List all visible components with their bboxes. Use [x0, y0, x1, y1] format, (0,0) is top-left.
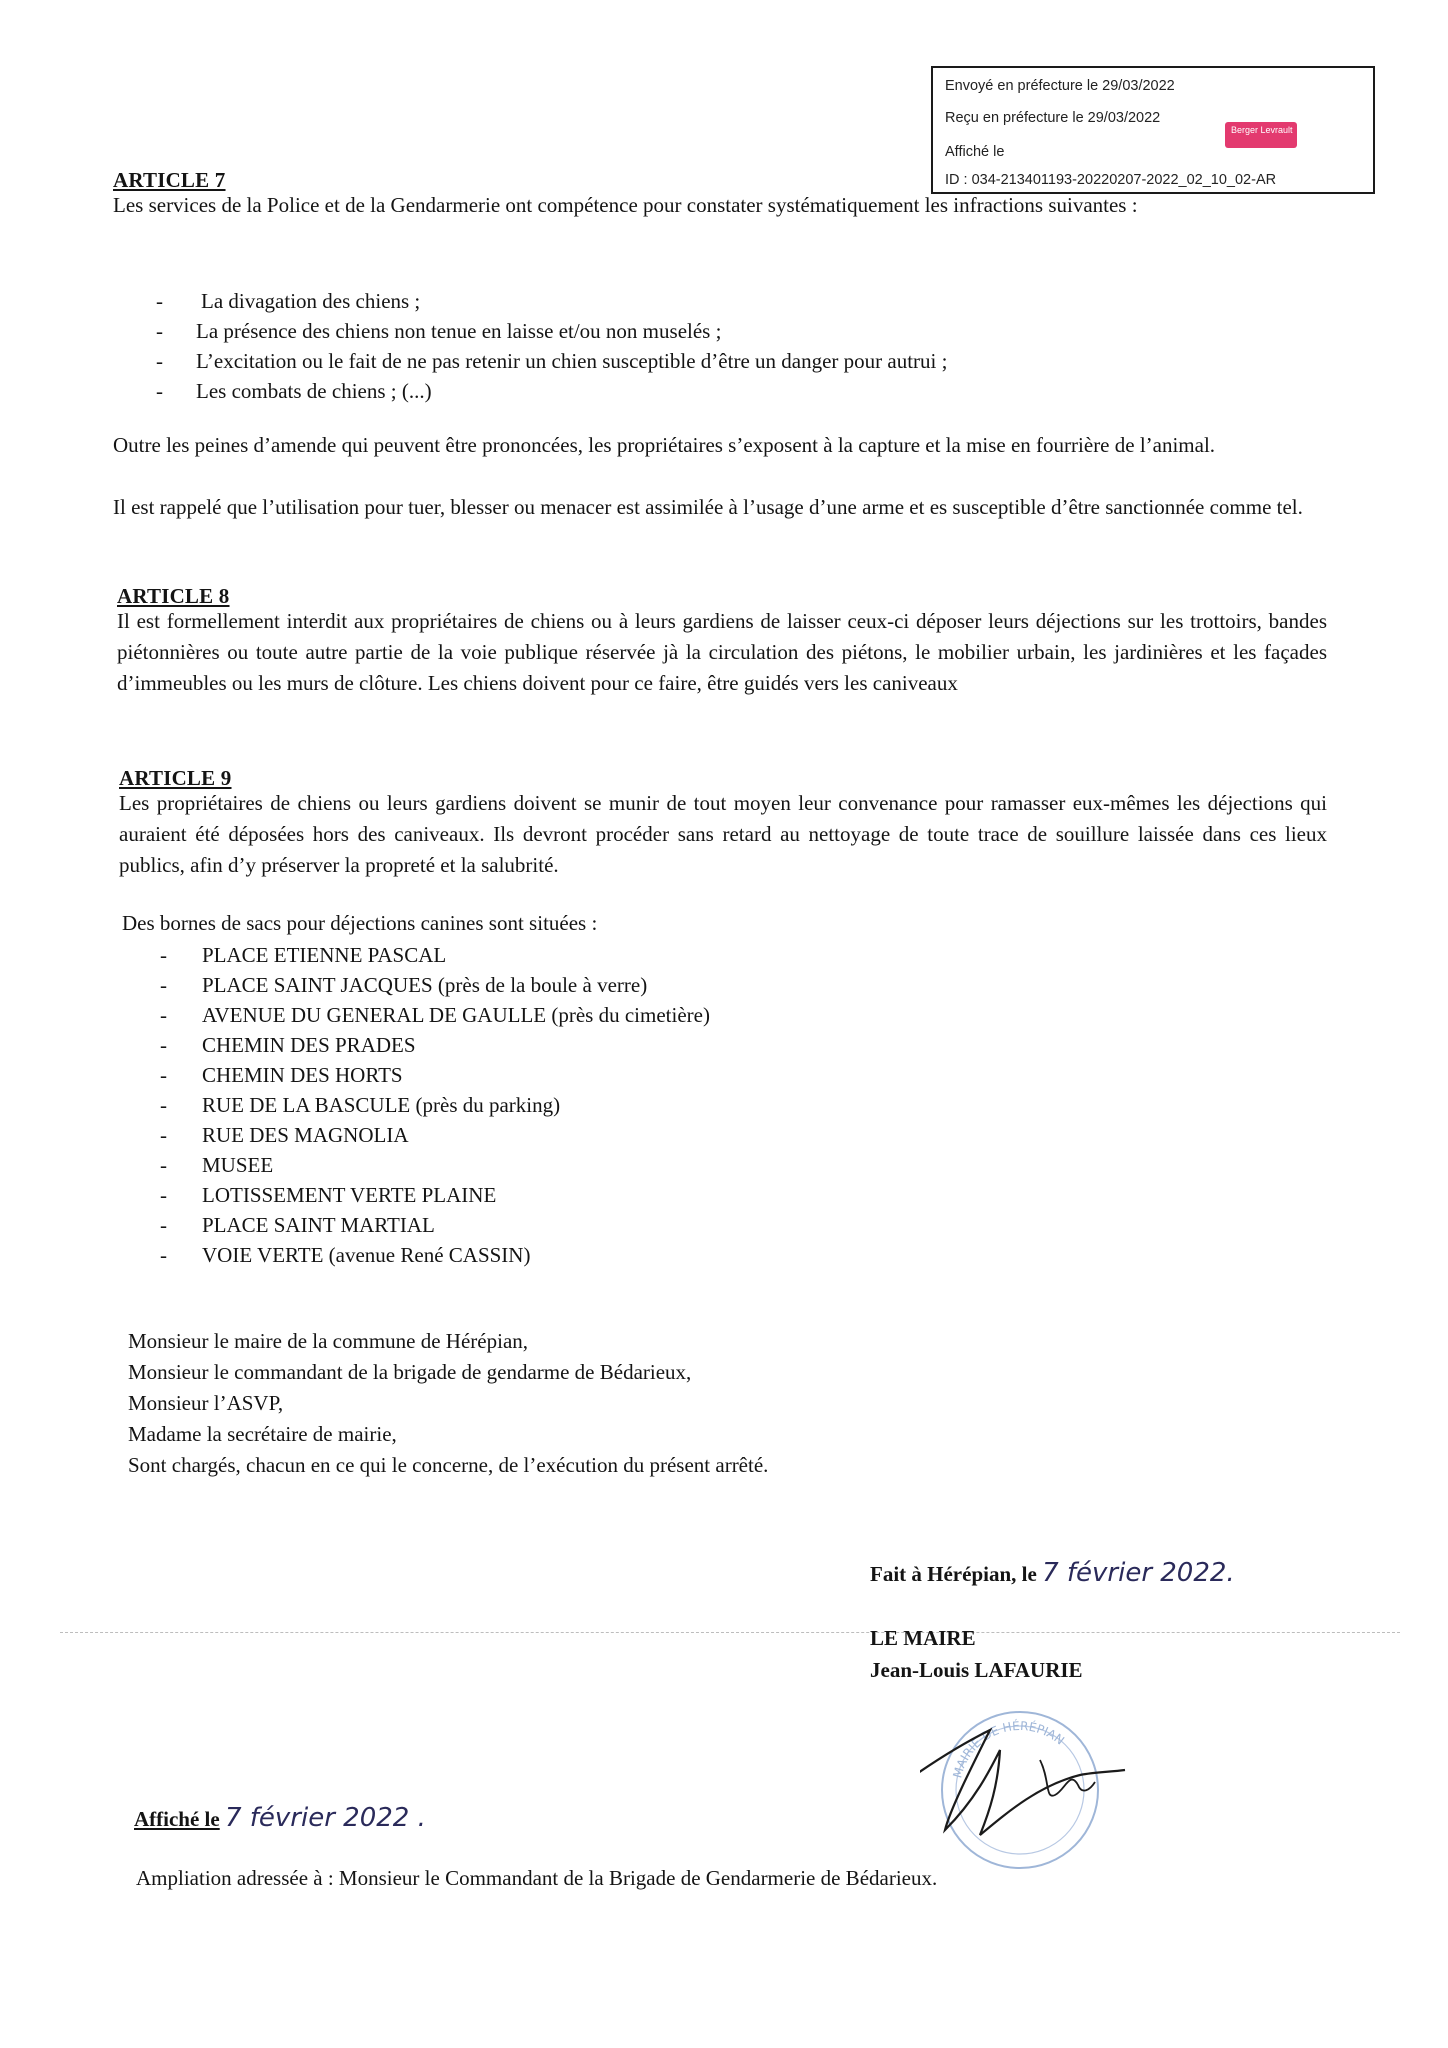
list-item: - VOIE VERTE (avenue René CASSIN): [160, 1243, 531, 1267]
list-item: - RUE DE LA BASCULE (près du parking): [160, 1093, 561, 1117]
divider: [60, 1632, 1400, 1633]
list-item: - LOTISSEMENT VERTE PLAINE: [160, 1183, 497, 1207]
article-9-title: ARTICLE 9: [119, 766, 232, 790]
article-8-title: ARTICLE 8: [117, 584, 230, 608]
infractions-list: [156, 286, 1306, 406]
list-item: - L’excitation ou le fait de ne pas retenir un chien susceptible d’être un danger pour autrui ;: [156, 349, 948, 373]
list-item: - CHEMIN DES PRADES: [160, 1033, 416, 1057]
stamp-received: Reçu en préfecture le 29/03/2022: [945, 110, 1161, 126]
article-9-body: Les propriétaires de chiens ou leurs gardiens doivent se munir de tout moyen leur convenance pour ramasser eux-mêmes les déjections qui auraient été déposées hors des caniveaux. Ils devront procéder sans retard au nettoyage de toute trace de souillure laissée dans ces lieux publics, afin d’y préserver la propreté et la salubrité.: [119, 791, 1327, 877]
execution-line: Sont chargés, chacun en ce qui le concerne, de l’exécution du présent arrêté.: [128, 1453, 769, 1477]
execution-block: [128, 1326, 768, 1481]
ampliation: Ampliation adressée à : Monsieur le Commandant de la Brigade de Gendarmerie de Bédarieux.: [136, 1866, 938, 1890]
posted-label: Affiché le: [134, 1807, 220, 1831]
article-7-weapon: Il est rappelé que l’utilisation pour tuer, blesser ou menacer est assimilée à l’usage d’une arme et es susceptible d’être sanctionnée comme tel.: [113, 495, 1303, 519]
bins-intro: Des bornes de sacs pour déjections canines sont situées :: [122, 911, 598, 935]
berger-levrault-logo: [1225, 122, 1297, 148]
execution-line: Monsieur le maire de la commune de Hérépian,: [128, 1329, 529, 1353]
list-item: - MUSEE: [160, 1153, 274, 1177]
list-item: - PLACE ETIENNE PASCAL: [160, 943, 447, 967]
list-item: - PLACE SAINT JACQUES (près de la boule à verre): [160, 973, 648, 997]
seal-text: MAIRIE DE HÉRÉPIAN: [950, 1718, 1067, 1780]
list-item: - La présence des chiens non tenue en laisse et/ou non muselés ;: [156, 319, 722, 343]
list-item: - La divagation des chiens ;: [156, 289, 421, 313]
list-item: - AVENUE DU GENERAL DE GAULLE (près du cimetière): [160, 1003, 710, 1027]
article-7-penalties: Outre les peines d’amende qui peuvent être prononcées, les propriétaires s’exposent à la capture et la mise en fourrière de l’animal.: [113, 433, 1216, 457]
execution-line: Monsieur l’ASVP,: [128, 1391, 284, 1415]
mayor-title: LE MAIRE: [870, 1626, 976, 1650]
done-at: [870, 1558, 1235, 1588]
logo-text: Berger Levrault: [1231, 125, 1293, 135]
stamp-sent: Envoyé en préfecture le 29/03/2022: [945, 78, 1175, 94]
article-7-intro: Les services de la Police et de la Gendarmerie ont compétence pour constater systématiquement les infractions suivantes :: [113, 193, 1138, 217]
signature-stroke: [920, 1730, 1125, 1840]
stamp-posted: Affiché le: [945, 144, 1005, 160]
stamp-id: ID : 034-213401193-20220207-2022_02_10_02-AR: [945, 172, 1277, 188]
list-item: - CHEMIN DES HORTS: [160, 1063, 403, 1087]
article-7-title: ARTICLE 7: [113, 168, 226, 192]
article-8-body: Il est formellement interdit aux propriétaires de chiens ou à leurs gardiens de laisser ceux-ci déposer leurs déjections sur les trottoirs, bandes piétonnières ou toute autre partie de la voie publique réservée jà la circulation des piétons, le mobilier urbain, les jardinières et les façades d’immeubles ou les murs de clôture. Les chiens doivent pour ce faire, être guidés vers les caniveaux: [117, 609, 1327, 695]
bins-locations-list: [160, 940, 1160, 1270]
prefecture-stamp: [931, 66, 1375, 194]
execution-line: Madame la secrétaire de mairie,: [128, 1422, 397, 1446]
posted-line: [134, 1803, 426, 1833]
list-item: - PLACE SAINT MARTIAL: [160, 1213, 435, 1237]
handwritten-date: 7 février 2022.: [1042, 1558, 1235, 1588]
handwritten-posted-date: 7 février 2022 .: [224, 1803, 426, 1833]
seal-outer-ring: [942, 1712, 1098, 1868]
mayor-name: Jean-Louis LAFAURIE: [870, 1658, 1083, 1682]
mayor-seal-and-signature: [920, 1690, 1130, 1890]
execution-line: Monsieur le commandant de la brigade de gendarme de Bédarieux,: [128, 1360, 692, 1384]
list-item: - Les combats de chiens ; (...): [156, 379, 432, 403]
list-item: - RUE DES MAGNOLIA: [160, 1123, 409, 1147]
done-at-label: Fait à Hérépian, le: [870, 1562, 1037, 1586]
